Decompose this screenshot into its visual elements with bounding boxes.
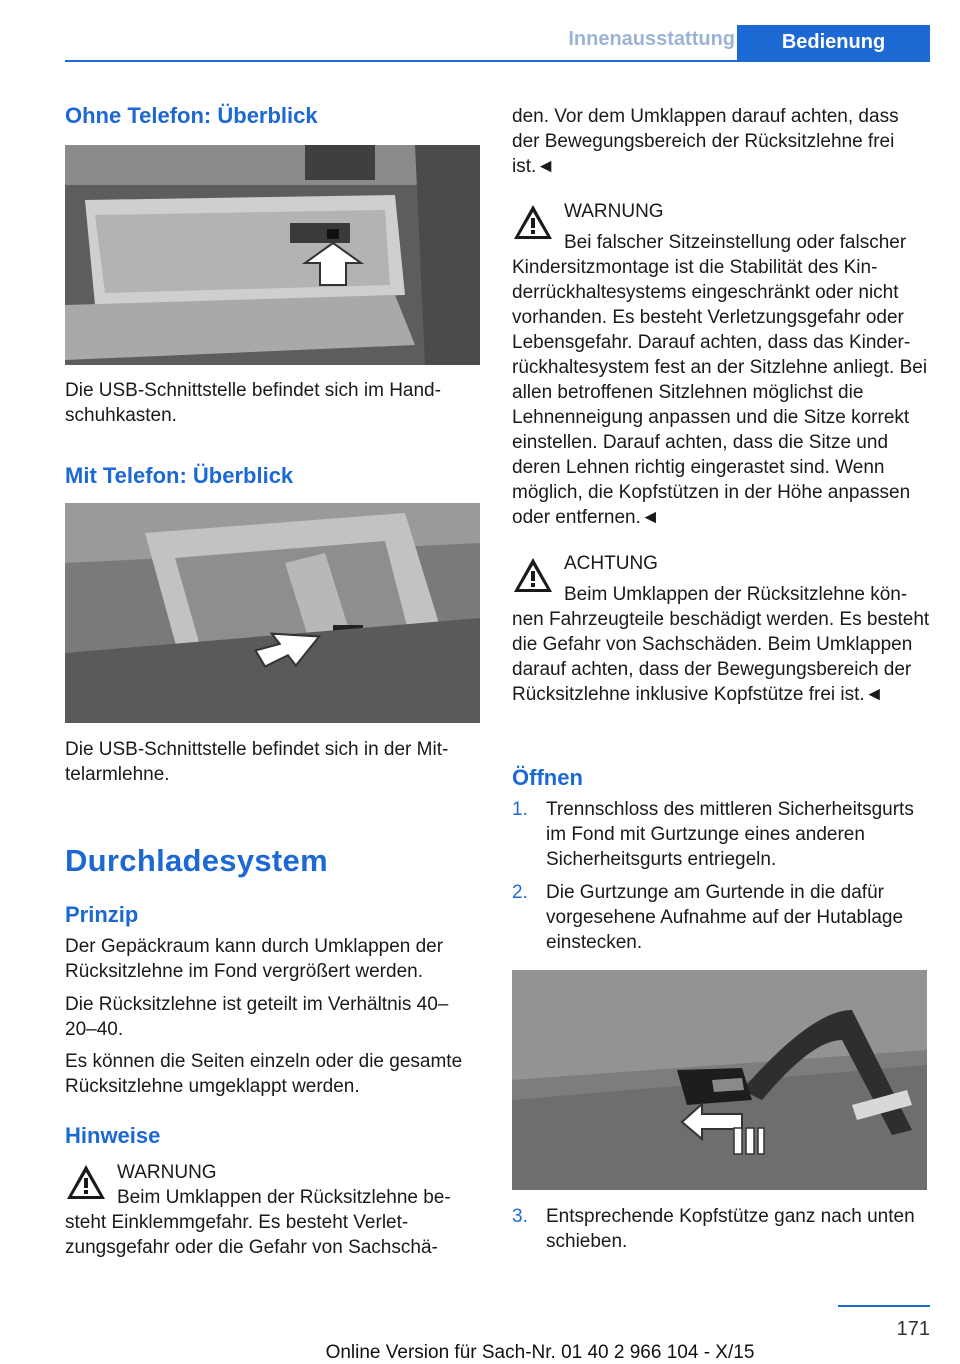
caption-no-phone: Die USB-Schnittstelle befindet sich im Handschuhkasten. bbox=[65, 380, 441, 426]
footer-version: Online Version für Sach-Nr. 01 40 2 966 104 - X/15 bbox=[325, 1342, 755, 1363]
warning-1-continued: den. Vor dem Umklappen darauf achten, dass der Bewegungsbereich der Rücksitzlehne frei ist.◄ bbox=[512, 106, 899, 177]
heading-notes: Hinweise bbox=[65, 1123, 161, 1148]
glovebox-photo bbox=[65, 145, 480, 365]
section-tab: Innenausstattung bbox=[568, 28, 735, 50]
page-title: Durchladesystem bbox=[65, 843, 328, 878]
caution-title: ACHTUNG bbox=[564, 553, 658, 574]
step-3-text: Entsprechende Kopfstütze ganz nach unten schieben. bbox=[546, 1206, 915, 1252]
caution-text: Beim Umklappen der Rücksitzlehne können Fahrzeugteile beschädigt werden. Es besteht die Gefahr von Sachschäden. Beim Umklappen darauf achten, dass der Bewegungsbereich der Rücksitzlehne inklusive Kopfstütze frei ist.◄ bbox=[512, 584, 930, 705]
paragraph-3: Es können die Seiten einzeln oder die gesamte Rücksitzlehne umgeklappt werden. bbox=[65, 1051, 463, 1097]
step-3-number: 3. bbox=[512, 1206, 528, 1227]
step-1-number: 1. bbox=[512, 799, 528, 820]
warning-2-text: Bei falscher Sitzeinstellung oder falscher Kindersitzmontage ist die Stabilität des Kinderrückhaltesystems eingeschränkt oder nicht vorhanden. Es besteht Verletzungsgefahr oder Lebensgefahr. Darauf achten, dass das Kinderrückhaltesystem fest an der Sitzlehne anliegt. Bei allen betroffenen Sitzlehnen möglichst die Lehnenneigung anpassen und die Sitze korrekt einstellen. Darauf achten, dass die Sitze und deren Lehnen richtig eingerastet sind. Wenn möglich, die Kopfstützen in der Höhe anpassen oder entfernen.◄ bbox=[512, 232, 928, 528]
warning-1-title: WARNUNG bbox=[117, 1162, 217, 1183]
page-number: 171 bbox=[896, 1318, 930, 1340]
heading-phone: Mit Telefon: Überblick bbox=[65, 463, 294, 488]
heading-open: Öffnen bbox=[512, 765, 583, 790]
paragraph-2: Die Rücksitzlehne ist geteilt im Verhältnis 40–20–40. bbox=[65, 994, 449, 1040]
caption-phone: Die USB-Schnittstelle befindet sich in der Mittelarmlehne. bbox=[65, 739, 449, 785]
chapter-tab: Bedienung bbox=[737, 25, 930, 60]
paragraph-1: Der Gepäckraum kann durch Umklappen der Rücksitzlehne im Fond vergrößert werden. bbox=[65, 936, 444, 982]
belt-tongue-photo bbox=[512, 970, 927, 1190]
armrest-photo bbox=[65, 503, 480, 723]
page-number-rule bbox=[838, 1305, 930, 1307]
header-rule bbox=[65, 60, 930, 62]
warning-2-title: WARNUNG bbox=[564, 201, 664, 222]
warning-1-text: Beim Umklappen der Rücksitzlehne besteht Einklemmgefahr. Es besteht Verletzungsgefahr oder die Gefahr von Sachschä- bbox=[65, 1187, 451, 1258]
heading-principle: Prinzip bbox=[65, 902, 139, 927]
step-1-text: Trennschloss des mittleren Sicherheitsgurts im Fond mit Gurtzunge eines anderen Sicherheitsgurts entriegeln. bbox=[546, 799, 914, 870]
step-2-text: Die Gurtzunge am Gurtende in die dafür vorgesehene Aufnahme auf der Hutablage einstecken. bbox=[546, 882, 904, 953]
step-2-number: 2. bbox=[512, 882, 528, 903]
page-header bbox=[0, 0, 960, 62]
heading-no-phone: Ohne Telefon: Überblick bbox=[65, 103, 318, 128]
